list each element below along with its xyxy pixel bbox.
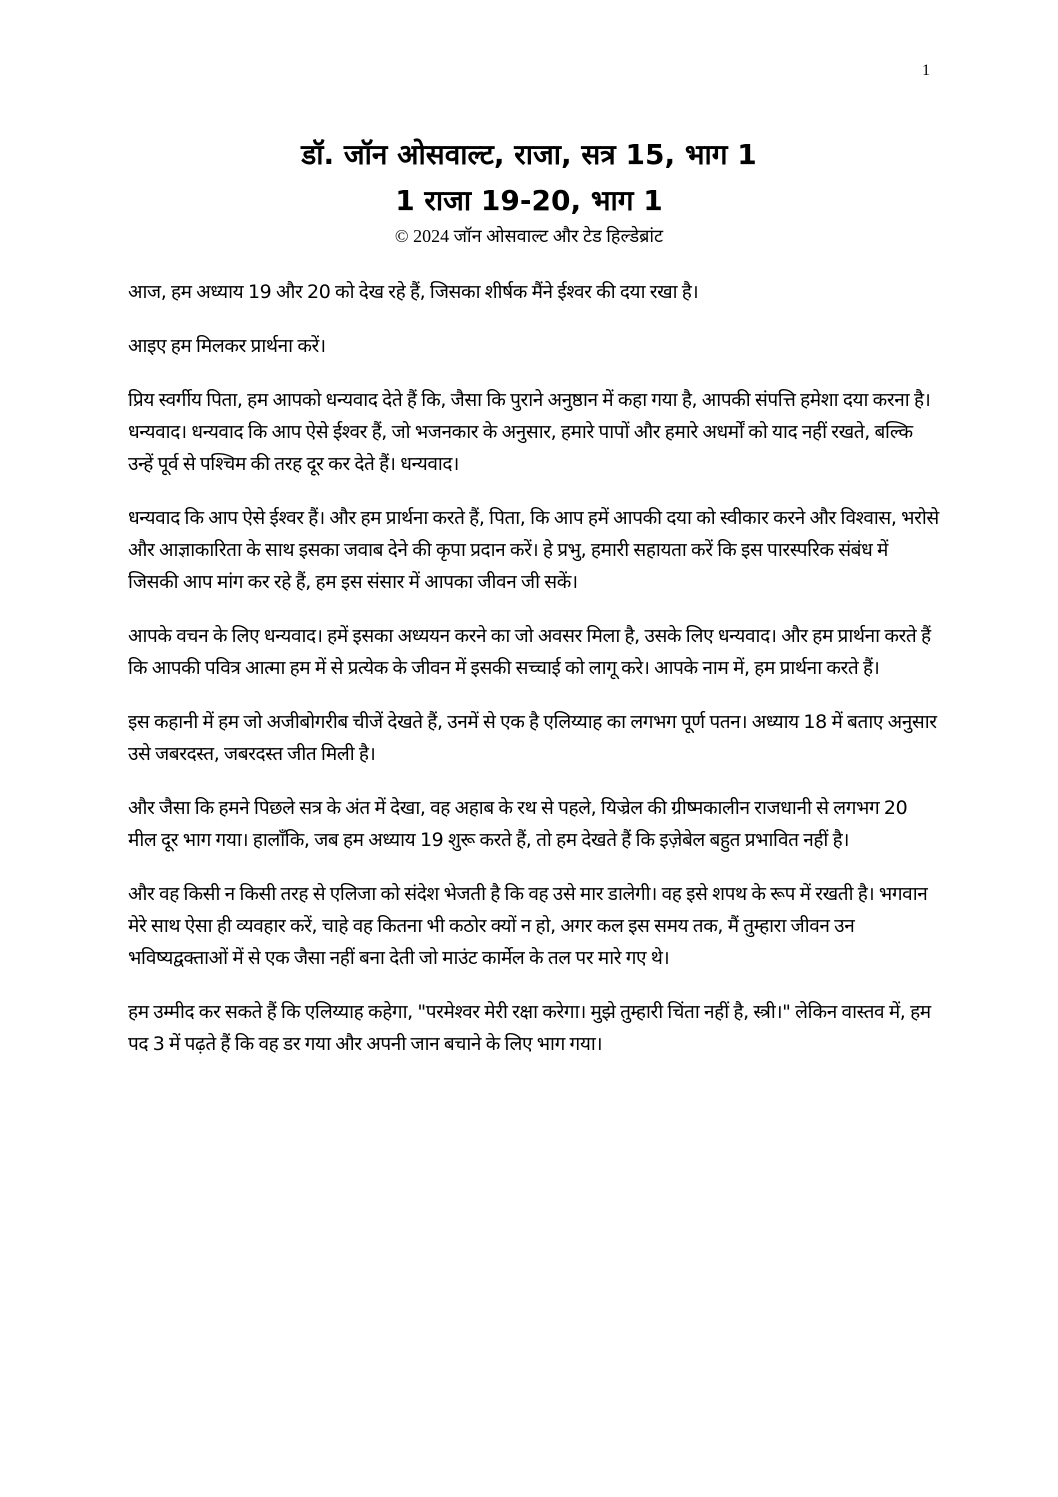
document-body (128, 276, 940, 1082)
paragraph: और वह किसी न किसी तरह से एलिजा को संदेश भेजती है कि वह उसे मार डालेगी। वह इसे शपथ के रूप में रखती है। भगवान मेरे साथ ऐसा ही व्यवहार करें, चाहे वह कितना भी कठोर क्यों न हो, अगर कल इस समय तक, मैं तुम्हारा जीवन उन भविष्यद्वक्ताओं में से एक जैसा नहीं बना देती जो माउंट कार्मेल के तल पर मारे गए थे। (128, 883, 928, 969)
paragraph: और जैसा कि हमने पिछले सत्र के अंत में देखा, वह अहाब के रथ से पहले, यिज्रेल की ग्रीष्मकालीन राजधानी से लगभग 20 मील दूर भाग गया। हालाँकि, जब हम अध्याय 19 शुरू करते हैं, तो हम देखते हैं कि इज़ेबेल बहुत प्रभावित नहीं है। (128, 797, 908, 851)
paragraph: आपके वचन के लिए धन्यवाद। हमें इसका अध्ययन करने का जो अवसर मिला है, उसके लिए धन्यवाद। और हम प्रार्थना करते हैं कि आपकी पवित्र आत्मा हम में से प्रत्येक के जीवन में इसकी सच्चाई को लागू करे। आपके नाम में, हम प्रार्थना करते हैं। (128, 625, 931, 679)
page-number: 1 (922, 62, 930, 79)
paragraph: इस कहानी में हम जो अजीबोगरीब चीजें देखते हैं, उनमें से एक है एलिय्याह का लगभग पूर्ण पतन। अध्याय 18 में बताए अनुसार उसे जबरदस्त, जबरदस्त जीत मिली है। (128, 711, 937, 765)
document-header (0, 132, 1058, 248)
paragraph: प्रिय स्वर्गीय पिता, हम आपको धन्यवाद देते हैं कि, जैसा कि पुराने अनुष्ठान में कहा गया है, आपकी संपत्ति हमेशा दया करना है। धन्यवाद। धन्यवाद कि आप ऐसे ईश्वर हैं, जो भजनकार के अनुसार, हमारे पापों और हमारे अधर्मों को याद नहीं रखते, बल्कि उन्हें पूर्व से पश्चिम की तरह दूर कर देते हैं। धन्यवाद। (128, 389, 931, 475)
paragraph: आइए हम मिलकर प्रार्थना करें। (128, 335, 326, 357)
document-title: डॉ. जॉन ओसवाल्ट, राजा, सत्र 15, भाग 1 (301, 138, 757, 171)
paragraph: हम उम्मीद कर सकते हैं कि एलिय्याह कहेगा, "परमेश्वर मेरी रक्षा करेगा। मुझे तुम्हारी चिंता नहीं है, स्त्री।" लेकिन वास्तव में, हम पद 3 में पढ़ते हैं कि वह डर गया और अपनी जान बचाने के लिए भाग गया। (128, 1001, 931, 1055)
paragraph: धन्यवाद कि आप ऐसे ईश्वर हैं। और हम प्रार्थना करते हैं, पिता, कि आप हमें आपकी दया को स्वीकार करने और विश्वास, भरोसे और आज्ञाकारिता के साथ इसका जवाब देने की कृपा प्रदान करें। हे प्रभु, हमारी सहायता करें कि इस पारस्परिक संबंध में जिसकी आप मांग कर रहे हैं, हम इस संसार में आपका जीवन जी सकें। (128, 507, 939, 593)
document-subtitle: 1 राजा 19-20, भाग 1 (395, 184, 663, 217)
copyright-line: © 2024 जॉन ओसवाल्ट और टेड हिल्डेब्रांट (394, 226, 664, 246)
paragraph: आज, हम अध्याय 19 और 20 को देख रहे हैं, जिसका शीर्षक मैंने ईश्वर की दया रखा है। (128, 281, 699, 303)
